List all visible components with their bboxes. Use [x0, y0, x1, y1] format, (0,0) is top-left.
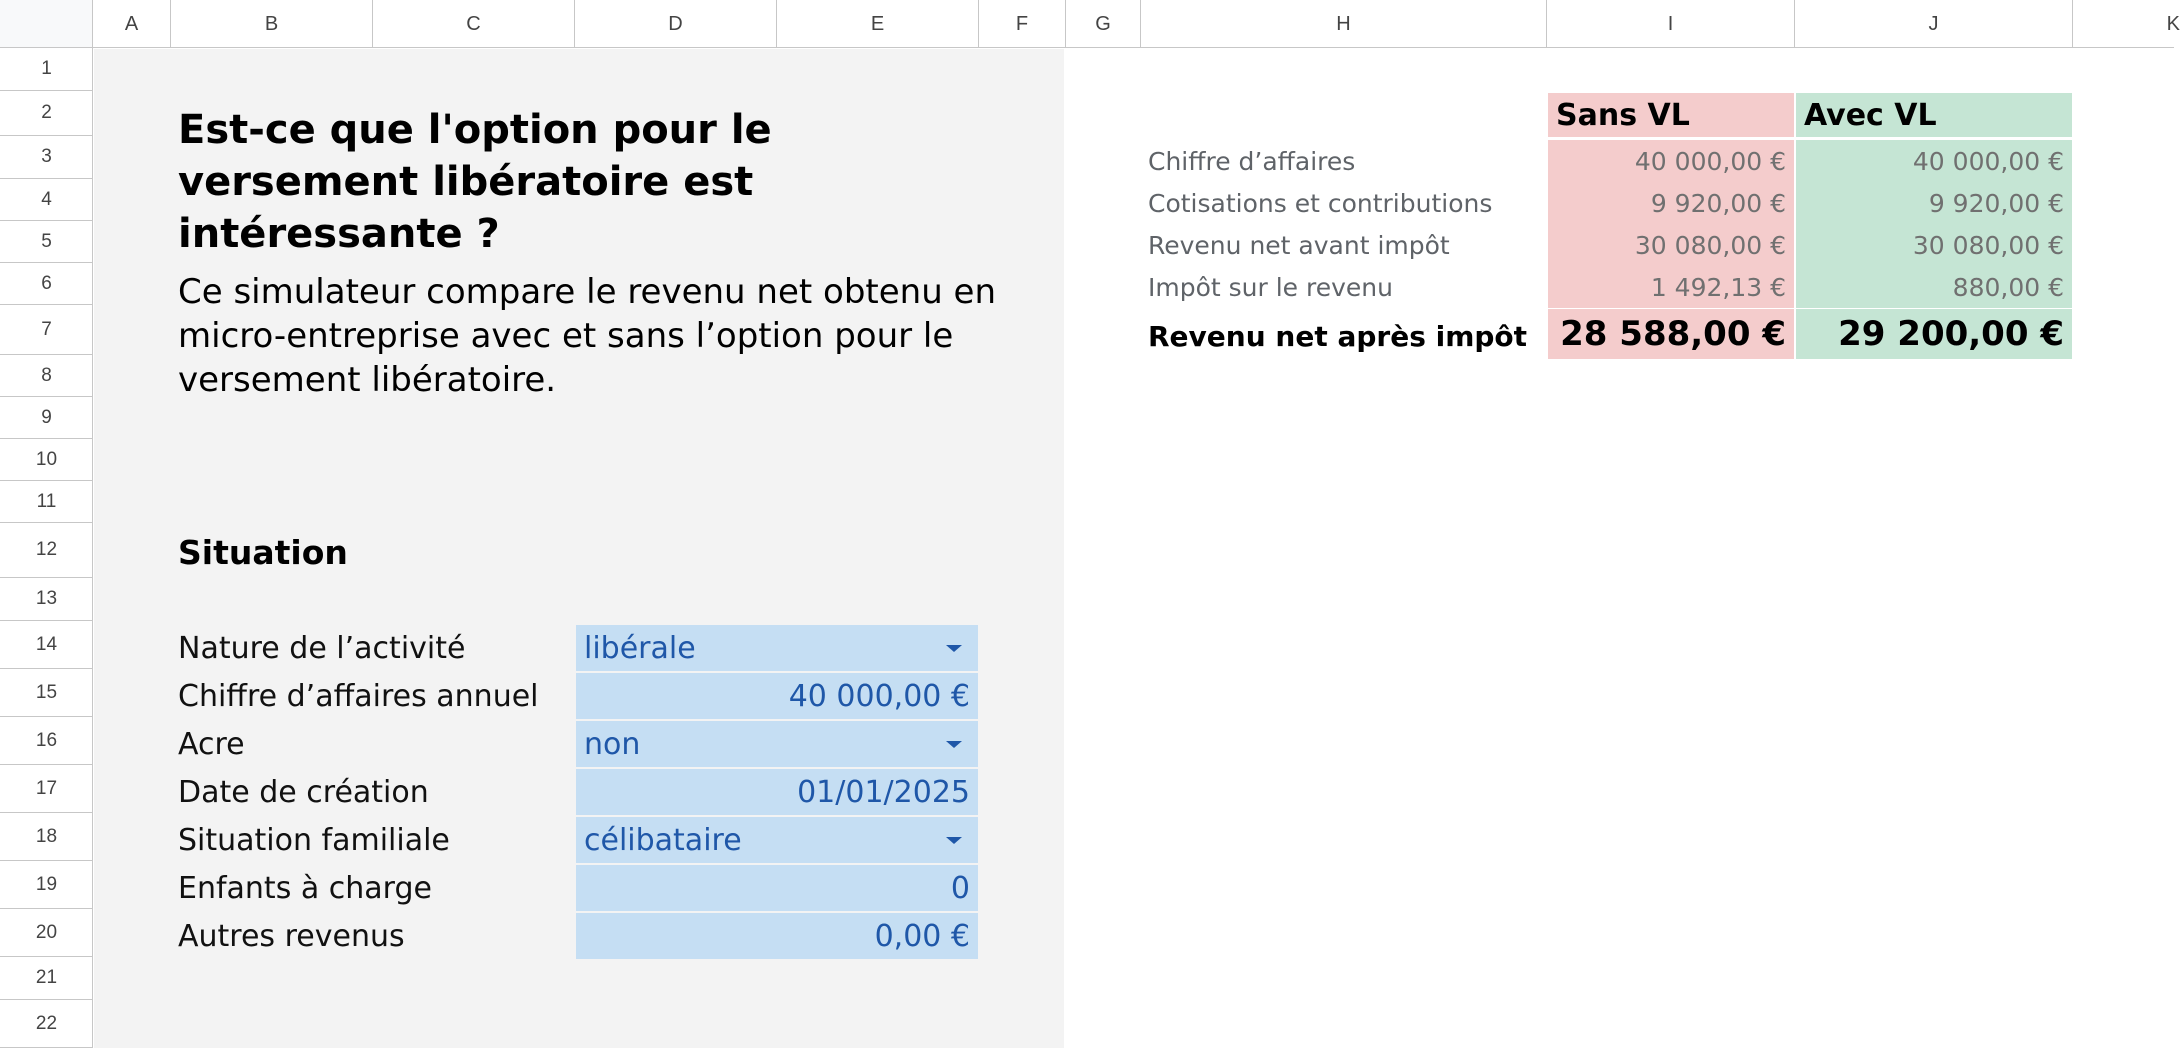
- row-header-12[interactable]: 12: [0, 523, 93, 578]
- creation-date-input[interactable]: [576, 769, 978, 815]
- result-label-revenue[interactable]: Chiffre d’affaires: [1148, 146, 1356, 176]
- row-header-7[interactable]: 7: [0, 305, 93, 355]
- activity-nature-dropdown[interactable]: [576, 625, 978, 671]
- result-label-contributions[interactable]: Cotisations et contributions: [1148, 188, 1493, 218]
- column-header-bar: [0, 0, 2180, 48]
- row-header-6[interactable]: 6: [0, 263, 93, 305]
- chevron-down-icon[interactable]: [946, 837, 962, 844]
- row-header-10[interactable]: 10: [0, 439, 93, 481]
- result-avec-income-tax[interactable]: 880,00 €: [1796, 266, 2072, 308]
- column-header-c[interactable]: C: [373, 0, 575, 48]
- row-header-22[interactable]: 22: [0, 1000, 93, 1048]
- row-header-5[interactable]: 5: [0, 221, 93, 263]
- row-header-8[interactable]: 8: [0, 355, 93, 397]
- dependent-children-label[interactable]: Enfants à charge: [178, 870, 432, 906]
- acre-dropdown[interactable]: [576, 721, 978, 767]
- result-avec-net-after-tax[interactable]: 29 200,00 €: [1796, 309, 2072, 359]
- sans-vl-header[interactable]: Sans VL: [1548, 93, 1794, 137]
- chevron-down-icon[interactable]: [946, 645, 962, 652]
- result-sans-income-tax[interactable]: 1 492,13 €: [1548, 266, 1794, 308]
- family-situation-label[interactable]: Situation familiale: [178, 822, 450, 858]
- row-header-13[interactable]: 13: [0, 578, 93, 621]
- avec-vl-header[interactable]: Avec VL: [1796, 93, 2072, 137]
- row-header-20[interactable]: 20: [0, 909, 93, 957]
- column-header-a[interactable]: A: [93, 0, 171, 48]
- family-situation-dropdown[interactable]: [576, 817, 978, 863]
- row-header-1[interactable]: 1: [0, 48, 93, 91]
- page-description[interactable]: Ce simulateur compare le revenu net obtenu en micro-entreprise avec et sans l’option pour le versement libératoire.: [178, 272, 997, 400]
- result-sans-contributions[interactable]: 9 920,00 €: [1548, 182, 1794, 224]
- column-header-e[interactable]: E: [777, 0, 979, 48]
- row-header-15[interactable]: 15: [0, 669, 93, 717]
- column-header-f[interactable]: F: [979, 0, 1066, 48]
- row-header-11[interactable]: 11: [0, 481, 93, 523]
- chevron-down-icon[interactable]: [946, 741, 962, 748]
- column-header-d[interactable]: D: [575, 0, 777, 48]
- row-header-4[interactable]: 4: [0, 179, 93, 221]
- row-header-19[interactable]: 19: [0, 861, 93, 909]
- page-title[interactable]: Est-ce que l'option pour le versement libératoire est intéressante ?: [178, 107, 772, 257]
- result-avec-net-before-tax[interactable]: 30 080,00 €: [1796, 224, 2072, 266]
- result-avec-revenue[interactable]: 40 000,00 €: [1796, 140, 2072, 182]
- row-header-16[interactable]: 16: [0, 717, 93, 765]
- row-header-2[interactable]: 2: [0, 91, 93, 136]
- result-label-net-after-tax[interactable]: Revenu net après impôt: [1148, 319, 1528, 353]
- column-header-k[interactable]: K: [2166, 12, 2180, 35]
- column-header-b[interactable]: B: [171, 0, 373, 48]
- result-sans-net-after-tax[interactable]: 28 588,00 €: [1548, 309, 1794, 359]
- row-header-14[interactable]: 14: [0, 621, 93, 669]
- dependent-children-value: 0: [950, 870, 970, 906]
- result-avec-contributions[interactable]: 9 920,00 €: [1796, 182, 2072, 224]
- select-all-corner[interactable]: [0, 0, 93, 48]
- row-header-9[interactable]: 9: [0, 397, 93, 439]
- creation-date-label[interactable]: Date de création: [178, 774, 429, 810]
- row-header-21[interactable]: 21: [0, 957, 93, 1000]
- acre-value: non: [584, 726, 641, 762]
- activity-nature-value: libérale: [584, 630, 696, 666]
- column-header-g[interactable]: G: [1066, 0, 1141, 48]
- row-header-17[interactable]: 17: [0, 765, 93, 813]
- row-header-bar: [0, 48, 93, 1048]
- creation-date-value: 01/01/2025: [797, 774, 970, 810]
- other-income-input[interactable]: [576, 913, 978, 959]
- acre-label[interactable]: Acre: [178, 726, 245, 762]
- column-header-h[interactable]: H: [1141, 0, 1547, 48]
- column-header-i[interactable]: I: [1547, 0, 1795, 48]
- annual-revenue-input[interactable]: [576, 673, 978, 719]
- activity-nature-label[interactable]: Nature de l’activité: [178, 630, 466, 666]
- result-label-net-before-tax[interactable]: Revenu net avant impôt: [1148, 230, 1450, 260]
- column-header-j[interactable]: J: [1795, 0, 2073, 48]
- other-income-label[interactable]: Autres revenus: [178, 918, 405, 954]
- result-label-income-tax[interactable]: Impôt sur le revenu: [1148, 272, 1393, 302]
- family-situation-value: célibataire: [584, 822, 742, 858]
- result-sans-net-before-tax[interactable]: 30 080,00 €: [1548, 224, 1794, 266]
- result-sans-revenue[interactable]: 40 000,00 €: [1548, 140, 1794, 182]
- annual-revenue-label[interactable]: Chiffre d’affaires annuel: [178, 678, 539, 714]
- row-header-18[interactable]: 18: [0, 813, 93, 861]
- row-header-3[interactable]: 3: [0, 136, 93, 179]
- dependent-children-input[interactable]: [576, 865, 978, 911]
- annual-revenue-value: 40 000,00 €: [788, 678, 970, 714]
- situation-heading[interactable]: Situation: [178, 533, 348, 572]
- other-income-value: 0,00 €: [874, 918, 970, 954]
